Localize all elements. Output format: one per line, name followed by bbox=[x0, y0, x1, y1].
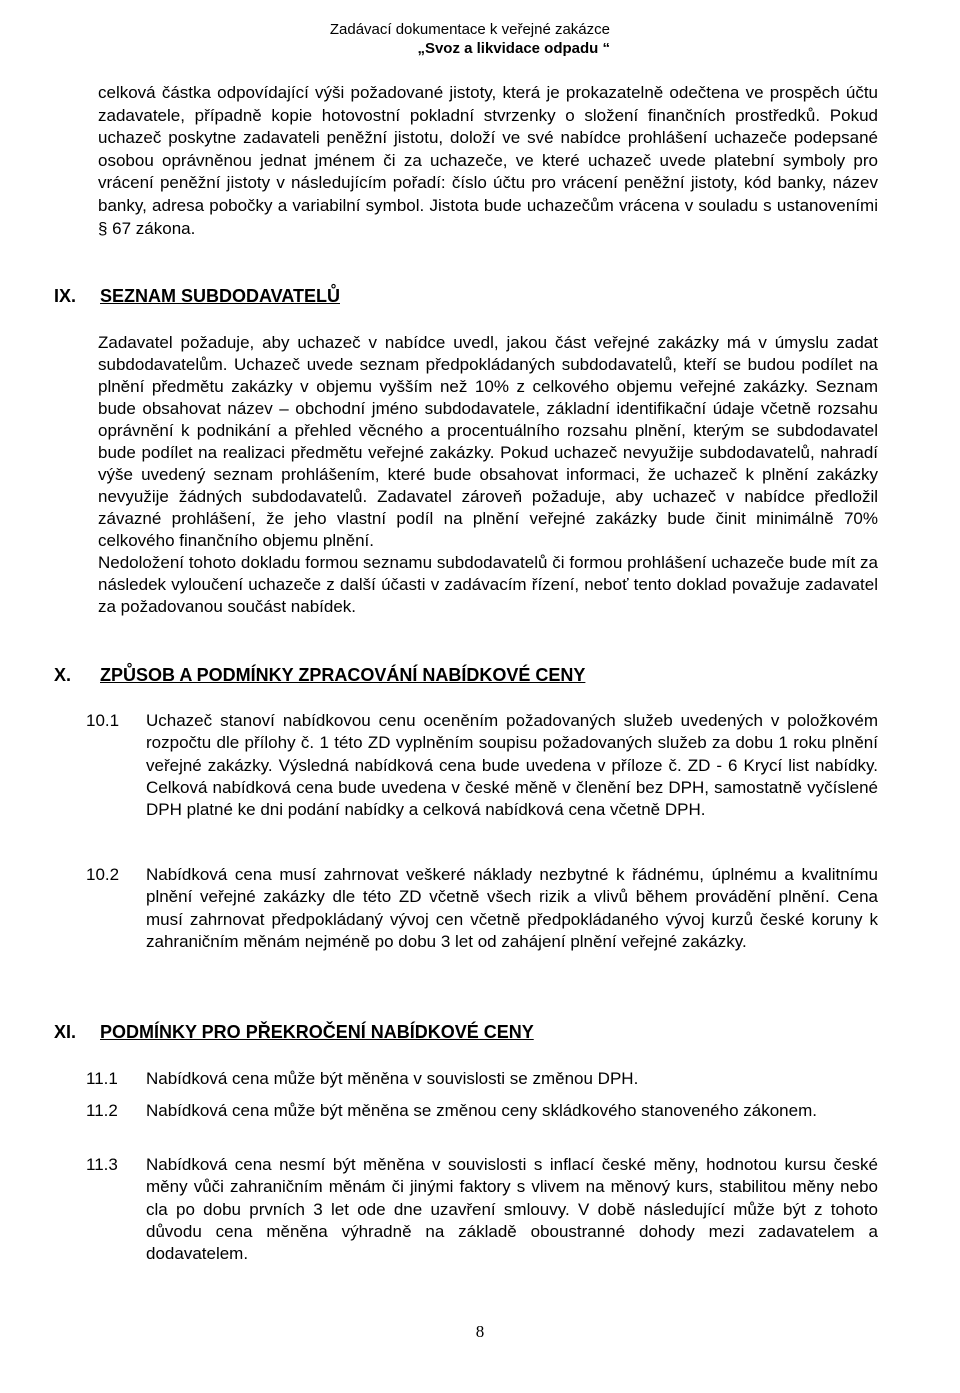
section-9-paragraph-2: Nedoložení tohoto dokladu formou seznamu subdodavatelů či formou prohlášení uchazeče bude mít za následek vyloučení uchazeče z další účasti v zadávacím řízení, neboť tento doklad považuje zadavatel za požadovanou součást nabídek. bbox=[98, 553, 878, 616]
section-title: SEZNAM SUBDODAVATELŮ bbox=[100, 286, 340, 306]
clause-text: Uchazeč stanoví nabídkovou cenu oceněním požadovaných služeb uvedených v položkovém rozpočtu dle přílohy č. 1 této ZD vyplněním soupisu požadovaných služeb za dobu 1 roku plnění veřejné zakázky. Výsledná nabídková cena bude uvedena v příloze č. ZD - 6 Krycí list nabídky. Celková nabídková cena bude uvedena v české měně v členění bez DPH, samostatně vyčíslené DPH platné ke dni podání nabídky a celková nabídková cena včetně DPH. bbox=[146, 711, 878, 820]
clause-text: Nabídková cena musí zahrnovat veškeré náklady nezbytné k řádnému, úplnému a kvalitnímu plnění veřejné zakázky dle této ZD včetně všech rizik a vlivů během provádění plnění. Cena musí zahrnovat předpokládaný vývoj cen včetně předpokládaného vývoj kurzů české koruny k zahraničním měnám nejméně po dobu 3 let od zahájení plnění veřejné zakázky. bbox=[146, 865, 878, 951]
section-number: X. bbox=[54, 665, 72, 685]
clause-text: Nabídková cena může být měněna v souvislosti se změnou DPH. bbox=[146, 1069, 639, 1088]
clause-10-2 bbox=[86, 864, 878, 953]
section-heading-11 bbox=[54, 1022, 534, 1043]
section-title: PODMÍNKY PRO PŘEKROČENÍ NABÍDKOVÉ CENY bbox=[100, 1022, 534, 1042]
section-title: ZPŮSOB A PODMÍNKY ZPRACOVÁNÍ NABÍDKOVÉ CENY bbox=[100, 665, 586, 685]
intro-paragraph: celková částka odpovídající výši požadované jistoty, která je prokazatelně odečtena ve prospěch účtu zadavatele, případně kopie hotovostní pokladní stvrzenky o složení finančních prostředků. Pokud uchazeč poskytne zadavateli peněžní jistotu, doloží ve své nabídce prohlášení uchazeče podepsané osobou oprávněnou jednat jménem či za uchazeče, ve které uchazeč uvede platební symboly pro vrácení peněžní jistoty v následujícím pořadí: číslo účtu pro vrácení peněžní jistoty, kód banky, název banky, adresa pobočky a variabilní symbol. Jistota bude uchazečům vrácena v souladu s ustanoveními § 67 zákona. bbox=[98, 83, 878, 238]
clause-text: Nabídková cena nesmí být měněna v souvislosti s inflací české měny, hodnotou kursu české měny vůči zahraničním měnám či jinými faktory s vlivem na měnový kurs, stabilitou měny nebo cla po dobu prvních 3 let ode dne uzavření smlouvy. V době následující může být z tohoto důvodu cena měněna výhradně na základě oboustranné dohody mezi zadavatelem a dodavatelem. bbox=[146, 1155, 878, 1264]
clause-number: 11.2 bbox=[86, 1101, 118, 1120]
clause-11-1 bbox=[86, 1068, 878, 1090]
clause-11-3 bbox=[86, 1154, 878, 1265]
header-contract-name: „Svoz a likvidace odpadu “ bbox=[417, 40, 610, 57]
section-number: XI. bbox=[54, 1022, 77, 1042]
section-heading-10 bbox=[54, 665, 585, 686]
section-heading-9 bbox=[54, 286, 340, 307]
clause-11-2 bbox=[86, 1100, 878, 1122]
page-header bbox=[210, 20, 610, 58]
clause-number: 10.2 bbox=[86, 865, 120, 884]
clause-number: 10.1 bbox=[86, 711, 120, 730]
clause-text: Nabídková cena může být měněna se změnou ceny skládkového stanoveného zákonem. bbox=[146, 1101, 817, 1120]
clause-number: 11.1 bbox=[86, 1069, 118, 1088]
clause-10-1 bbox=[86, 710, 878, 821]
clause-number: 11.3 bbox=[86, 1155, 118, 1174]
section-number: IX. bbox=[54, 286, 77, 306]
section-9-body bbox=[98, 332, 878, 618]
page-number: 8 bbox=[475, 1322, 485, 1341]
header-document-title: Zadávací dokumentace k veřejné zakázce bbox=[329, 21, 610, 38]
section-9-paragraph-1: Zadavatel požaduje, aby uchazeč v nabídce uvedl, jakou část veřejné zakázky má v úmyslu zadat subdodavatelům. Uchazeč uvede seznam předpokládaných subdodavatelů, kteří se budou podílet na plnění předmětu zakázky v objemu vyšším než 10% z celkového objemu veřejné zakázky. Seznam bude obsahovat název – obchodní jméno subdodavatele, základní identifikační údaje včetně rozsahu oprávnění k podnikání a přehled věcného a procentuálního rozsahu plnění, kterým se subdodavatel bude podílet na realizaci předmětu veřejné zakázky. Pokud uchazeč nevyužije subdodavatelů, nahradí výše uvedený seznam prohlášením, které bude obsahovat informaci, že uchazeč k plnění zakázky nevyužije žádných subdodavatelů. Zadavatel zároveň požaduje, aby uchazeč v nabídce předložil závazné prohlášení, že jeho vlastní podíl na plnění veřejné zakázky bude činit minimálně 70% celkového finančního objemu plnění. bbox=[98, 333, 878, 550]
